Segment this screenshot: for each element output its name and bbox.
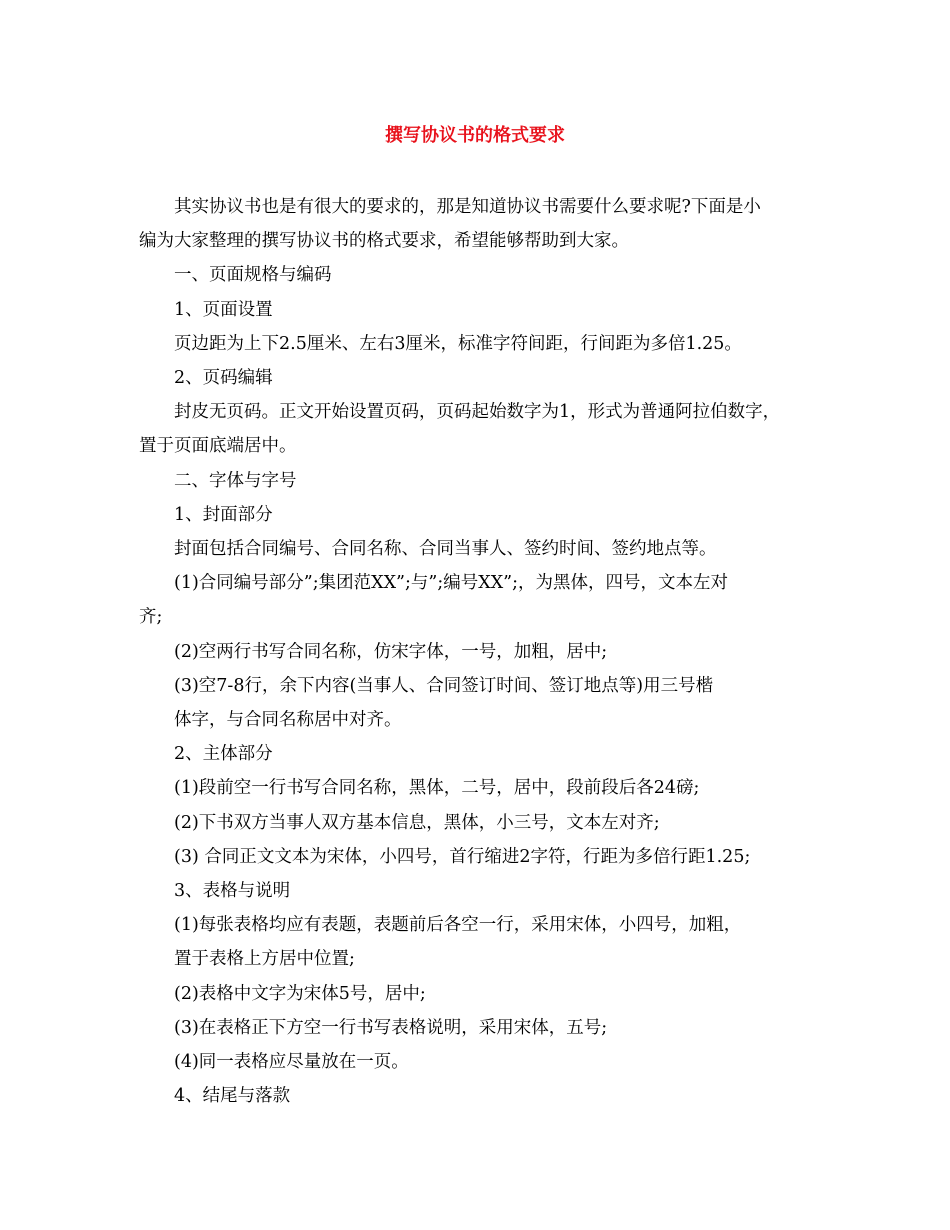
paragraph-line: 体字，与合同名称居中对齐。 (174, 710, 402, 731)
paragraph-line: (2)表格中文字为宋体5号，居中; (174, 983, 426, 1004)
paragraph-line: 置于表格上方居中位置; (174, 949, 355, 970)
paragraph-line: 封皮无页码。正文开始设置页码，页码起始数字为1，形式为普通阿拉伯数字， (174, 402, 781, 423)
paragraph-line: (2)下书双方当事人双方基本信息，黑体，小三号，文本左对齐; (174, 812, 660, 833)
paragraph-line: 封面包括合同编号、合同名称、合同当事人、签约时间、签约地点等。 (174, 539, 717, 560)
paragraph-line: 二、字体与字号 (174, 470, 297, 491)
paragraph-line: (1)每张表格均应有表题，表题前后各空一行，采用宋体，小四号，加粗， (174, 915, 742, 936)
paragraph-line: 3、表格与说明 (174, 881, 291, 902)
paragraph-line: 一、页面规格与编码 (174, 265, 332, 286)
paragraph-line: (4)同一表格应尽量放在一页。 (174, 1052, 409, 1073)
paragraph-line: 2、页码编辑 (174, 368, 273, 389)
paragraph-line: (1)段前空一行书写合同名称，黑体，二号，居中，段前段后各24磅; (174, 778, 700, 799)
paragraph-line: (1)合同编号部分”;集团范XX”;与”;编号XX”;，为黑体，四号，文本左对 (174, 573, 728, 594)
paragraph-line: 齐; (139, 607, 163, 628)
paragraph-line: 页边距为上下2.5厘米、左右3厘米，标准字符间距，行间距为多倍1.25。 (174, 333, 742, 354)
paragraph-line: (3)空7-8行，余下内容(当事人、合同签订时间、签订地点等)用三号楷 (174, 675, 714, 696)
document-title: 撰写协议书的格式要求 (385, 125, 565, 146)
paragraph-line: (3) 合同正文文本为宋体，小四号，首行缩进2字符，行距为多倍行距1.25; (174, 846, 751, 867)
paragraph-line: 1、页面设置 (174, 299, 273, 320)
document-body (139, 190, 829, 1113)
paragraph-line: (3)在表格正下方空一行书写表格说明，采用宋体，五号; (174, 1017, 608, 1038)
paragraph-line: 4、结尾与落款 (174, 1086, 291, 1107)
paragraph-line: 置于页面底端居中。 (139, 436, 297, 457)
paragraph-line: 其实协议书也是有很大的要求的，那是知道协议书需要什么要求呢?下面是小 (174, 197, 761, 217)
paragraph-line: 2、主体部分 (174, 744, 273, 765)
paragraph-line: (2)空两行书写合同名称，仿宋字体，一号，加粗，居中; (174, 641, 608, 662)
paragraph-line: 编为大家整理的撰写协议书的格式要求，希望能够帮助到大家。 (139, 231, 629, 252)
paragraph-line: 1、封面部分 (174, 504, 273, 525)
